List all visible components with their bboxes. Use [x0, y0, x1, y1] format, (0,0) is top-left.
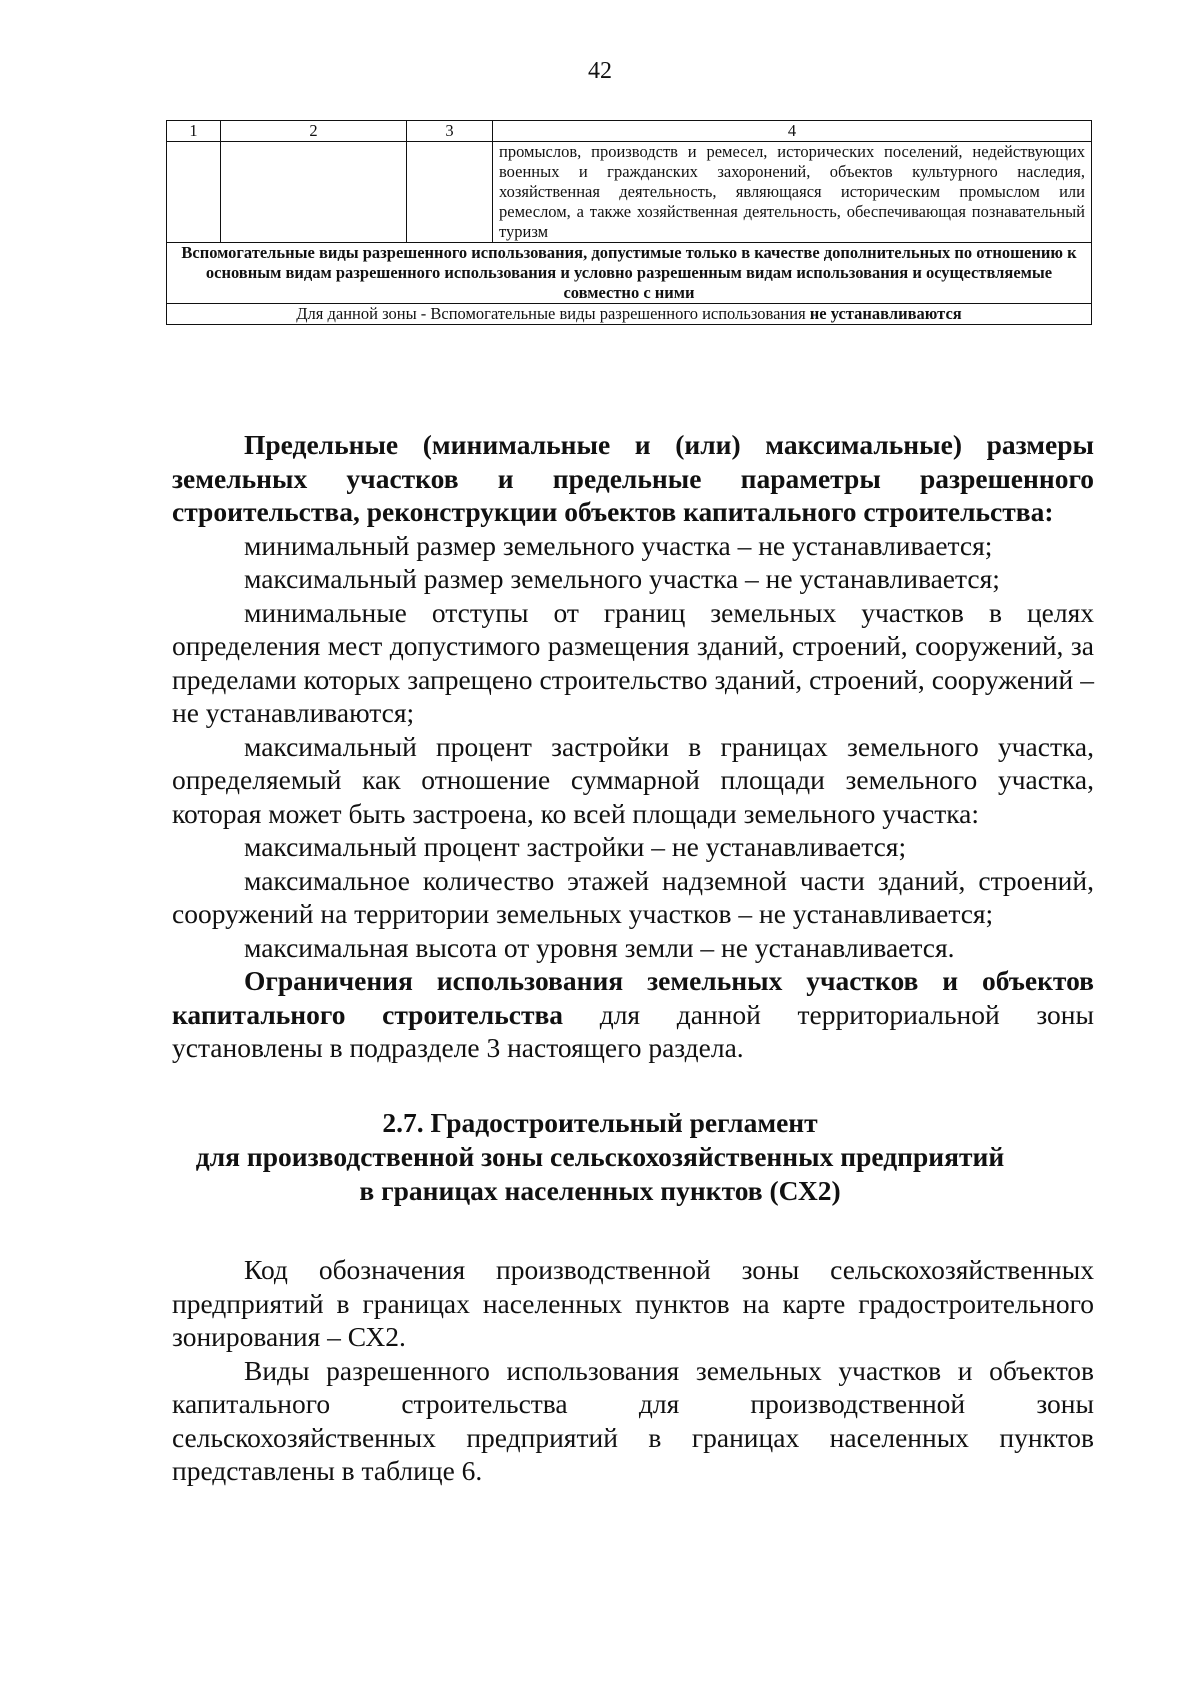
section-title-line-3: в границах населенных пунктов (СХ2): [359, 1175, 841, 1206]
zone-note-prefix: Для данной зоны - Вспомогательные виды разрешенного использования: [296, 304, 810, 323]
section-title: [0, 1106, 1200, 1208]
limits-item-max-floors: максимальное количество этажей надземной части зданий, строений, сооружений на территории земельных участков – не устанавливается;: [172, 864, 1094, 929]
limits-item-max-size: максимальный размер земельного участка – не устанавливается;: [244, 563, 1000, 594]
permitted-uses-paragraph: Виды разрешенного использования земельных участков и объектов капитального строительства для производственной зоны сельскохозяйственных предприятий в границах населенных пунктов представлены в таблице 6.: [172, 1354, 1094, 1486]
table-cell-description: промыслов, производств и ремесел, исторических поселений, недействующих военных и гражданских захоронений, объектов культурного наследия, хозяйственная деятельность, являющаяся историческим промыслом или ремеслом, а также хозяйственная деятельность, обеспечивающая познавательный туризм: [493, 142, 1092, 243]
column-header-2: 2: [221, 121, 407, 142]
section-title-line-1: 2.7. Градостроительный регламент: [382, 1107, 818, 1138]
table-cell-empty: [407, 142, 493, 243]
column-header-4: 4: [493, 121, 1092, 142]
page-number: 42: [588, 58, 612, 84]
auxiliary-uses-heading: Вспомогательные виды разрешенного использования, допустимые только в качестве дополнительных по отношению к основным видам разрешенного использования и условно разрешенным видам использования и осуществляемые совместно с ними: [167, 243, 1092, 304]
land-use-table: [166, 120, 1092, 325]
table-header-row: [167, 121, 1092, 142]
table-cell-empty: [167, 142, 221, 243]
limits-item-max-coverage: максимальный процент застройки – не устанавливается;: [244, 831, 907, 862]
zone-code-paragraph: Код обозначения производственной зоны сельскохозяйственных предприятий в границах населенных пунктов на карте градостроительного зонирования – СХ2.: [172, 1254, 1094, 1352]
column-header-1: 1: [167, 121, 221, 142]
column-header-3: 3: [407, 121, 493, 142]
zone-note: [167, 304, 1092, 325]
section-body: [172, 1253, 1094, 1488]
restrictions-bold: Ограничения использования земельных участков и объектов капитального строительства: [172, 965, 1094, 1030]
limits-item-min-size: минимальный размер земельного участка – не устанавливается;: [244, 529, 993, 561]
section-title-line-2: для производственной зоны сельскохозяйственных предприятий: [195, 1141, 1005, 1172]
limits-item-max-height: максимальная высота от уровня земли – не устанавливается.: [244, 931, 955, 963]
table-row-auxiliary-heading: [167, 243, 1092, 304]
table-row: [167, 142, 1092, 243]
table-cell-empty: [221, 142, 407, 243]
limits-heading: Предельные (минимальные и (или) максимальные) размеры земельных участков и предельные параметры разрешенного строительства, реконструкции объектов капитального строительства:: [172, 429, 1094, 527]
table-row-zone-note: [167, 304, 1092, 325]
limits-section: [172, 428, 1094, 1065]
restrictions-rest: для данной территориальной зоны установлены в подразделе 3 настоящего раздела.: [172, 998, 1094, 1063]
restrictions-paragraph: [172, 964, 1094, 1065]
limits-item-setbacks: минимальные отступы от границ земельных участков в целях определения мест допустимого размещения зданий, строений, сооружений, за пределами которых запрещено строительство зданий, строений, сооружений – не устанавливаются;: [172, 596, 1094, 728]
zone-note-bold: не устанавливаются: [809, 304, 962, 323]
limits-item-coverage-definition: максимальный процент застройки в границах земельного участка, определяемый как отношение суммарной площади земельного участка, которая может быть застроена, ко всей площади земельного участка:: [172, 730, 1094, 829]
